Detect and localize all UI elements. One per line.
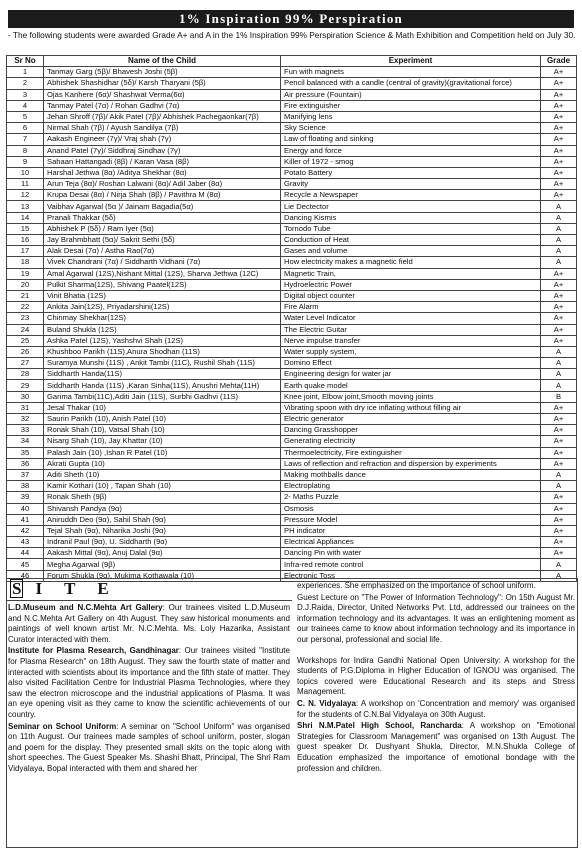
grade-cell: A: [541, 257, 577, 268]
child-name-cell: Harshal Jethwa (8α) /Aditya Shekhar (8α): [44, 167, 281, 178]
experiment-cell: Dancing Pin with water: [281, 548, 541, 559]
experiment-cell: Nerve impulse transfer: [281, 335, 541, 346]
child-name-cell: Jesal Thakar (10): [44, 402, 281, 413]
experiment-cell: Tornodo Tube: [281, 223, 541, 234]
child-name-cell: Abhishek P (5δ) / Ram Iyer (5α): [44, 223, 281, 234]
sr-no-cell: 20: [7, 279, 44, 290]
sr-no-cell: 45: [7, 559, 44, 570]
child-name-cell: Tanmay Garg (5β)/ Bhavesh Joshi (5β): [44, 67, 281, 78]
child-name-cell: Khushboo Parikh (11S),Anura Shodhan (11S): [44, 346, 281, 357]
paragraph-text: : Our trainees visited L.D.Museum and N.C.Mehta Art Gallery on 4th August. They saw historical monuments and paintings of well known artist Mr. N.C.Mehta. Ms. Loly Hazarika, Assistant Curator interacted with them.: [8, 603, 291, 644]
grade-cell: A+: [541, 179, 577, 190]
site-left-paragraphs: [8, 603, 290, 775]
grade-cell: A: [541, 469, 577, 480]
site-heading: [6, 579, 292, 601]
child-name-cell: Tanmay Patel (7α) / Rohan Gadhvi (7α): [44, 100, 281, 111]
sr-no-cell: 31: [7, 402, 44, 413]
experiment-cell: Osmosis: [281, 503, 541, 514]
child-name-cell: Kamir Kothari (10) , Tapan Shah (10): [44, 481, 281, 492]
experiment-cell: Dancing Kismis: [281, 212, 541, 223]
grade-cell: A+: [541, 89, 577, 100]
experiment-cell: PH indicator: [281, 525, 541, 536]
table-row: [7, 503, 577, 514]
grade-cell: A: [541, 235, 577, 246]
experiment-cell: The Electric Guitar: [281, 324, 541, 335]
child-name-cell: Amal Agarwal (12S),Nishant Mittal (12S), Sharva Jethwa (12C): [44, 268, 281, 279]
sr-no-cell: 38: [7, 481, 44, 492]
experiment-cell: Fire Alarm: [281, 302, 541, 313]
sr-no-cell: 24: [7, 324, 44, 335]
child-name-cell: Vinit Bhatia (12S): [44, 290, 281, 301]
table-row: [7, 525, 577, 536]
sr-no-cell: 37: [7, 469, 44, 480]
grade-cell: A: [541, 212, 577, 223]
experiment-cell: Energy and force: [281, 145, 541, 156]
sr-no-cell: 6: [7, 123, 44, 134]
site-paragraph: [8, 722, 290, 775]
experiment-cell: Water Level Indicator: [281, 313, 541, 324]
experiment-cell: Manifying lens: [281, 111, 541, 122]
table-row: [7, 212, 577, 223]
child-name-cell: Pranali Thakkar (5δ): [44, 212, 281, 223]
paragraph-text: : Our trainees visited "Institute for Plasma Research" on 18th August. They saw the fourth state of matter and interacted with scientists about its importance and the fifth state of matter. They also visited Facilitation Centre for Industrial Plasma Technologies, where they saw the electron microscope and the industrial applications of Plasma. It was an eye opening visit as they came to know the scientific achievements of our country.: [8, 646, 290, 719]
site-paragraph: [297, 699, 575, 720]
paragraph-text: : A workshop on "Emotional Strategies for Classroom Management" was organised on 13th August. The guest speaker Dr. Dushyant Shukla, Director, M.N.Shukla College of Education emphasized the importance of emotional bondage with the profession and children.: [297, 721, 575, 773]
site-right-paragraphs: [297, 581, 575, 774]
grade-cell: A+: [541, 67, 577, 78]
sr-no-cell: 26: [7, 346, 44, 357]
child-name-cell: Alak Desai (7α) / Astha Rao(7α): [44, 246, 281, 257]
child-name-cell: Arun Teja (8α)/ Roshan Lalwani (8α)/ Adil Jaber (8α): [44, 179, 281, 190]
table-row: [7, 447, 577, 458]
site-right-column: [297, 581, 575, 775]
experiment-cell: Killer of 1972 - smog: [281, 156, 541, 167]
sr-no-cell: 29: [7, 380, 44, 391]
child-name-cell: Aniruddh Deo (9α), Sahil Shah (9α): [44, 514, 281, 525]
experiment-cell: Thermoelectricity, Fire extinguisher: [281, 447, 541, 458]
child-name-cell: Vaibhav Agarwal (5α )/ Jainam Bagadia(5α): [44, 201, 281, 212]
child-name-cell: Aakash Engineer (7γ)/ Vraj shah (7γ): [44, 134, 281, 145]
table-row: [7, 324, 577, 335]
sr-no-cell: 40: [7, 503, 44, 514]
table-row: [7, 246, 577, 257]
sr-no-cell: 15: [7, 223, 44, 234]
page-title: 1% Inspiration 99% Perspiration: [8, 10, 574, 28]
paragraph-text: Guest Lecture on "The Power of Information Technology": On 15th August Mr. D.J.Raida, Director, United Networks Pvt. Ltd, addressed our trainees on the information technology and its advantages. It was an enlightening moment as our trainees came to know about information technology and its importance in our personal, professional and social life.: [297, 592, 575, 644]
grade-cell: A+: [541, 335, 577, 346]
table-row: [7, 358, 577, 369]
grade-cell: A+: [541, 492, 577, 503]
sr-no-cell: 8: [7, 145, 44, 156]
table-row: [7, 402, 577, 413]
table-row: [7, 380, 577, 391]
child-name-cell: Vivek Chandrani (7α) / Siddharth Vidhani (7α): [44, 257, 281, 268]
grade-cell: A+: [541, 402, 577, 413]
child-name-cell: Tejal Shah (9α), Niharika Joshi (9α): [44, 525, 281, 536]
sr-no-cell: 32: [7, 414, 44, 425]
table-row: [7, 123, 577, 134]
experiment-cell: Sky Science: [281, 123, 541, 134]
experiment-cell: Making mothballs dance: [281, 469, 541, 480]
site-heading-rest: ITE: [35, 579, 131, 598]
child-name-cell: Ankita Jain(12S), Priyadarshini(12S): [44, 302, 281, 313]
table-row: [7, 179, 577, 190]
grade-cell: A+: [541, 458, 577, 469]
sr-no-cell: 19: [7, 268, 44, 279]
sr-no-cell: 41: [7, 514, 44, 525]
sr-no-cell: 36: [7, 458, 44, 469]
sr-no-cell: 23: [7, 313, 44, 324]
child-name-cell: Shivansh Pandya (9α): [44, 503, 281, 514]
sr-no-cell: 43: [7, 537, 44, 548]
table-row: [7, 492, 577, 503]
grade-cell: A+: [541, 537, 577, 548]
table-row: [7, 458, 577, 469]
grade-cell: A+: [541, 436, 577, 447]
sr-no-cell: 35: [7, 447, 44, 458]
child-name-cell: Suramya Munshi (11S) , Ankit Tambi (11C), Rushil Shah (11S): [44, 358, 281, 369]
table-row: [7, 145, 577, 156]
table-row: [7, 469, 577, 480]
header-experiment: Experiment: [281, 56, 541, 67]
experiment-cell: Generating electricity: [281, 436, 541, 447]
grade-cell: A+: [541, 167, 577, 178]
grade-cell: A+: [541, 313, 577, 324]
table-row: [7, 156, 577, 167]
child-name-cell: Nisarg Shah (10), Jay Khattar (10): [44, 436, 281, 447]
grade-cell: A: [541, 346, 577, 357]
experiment-cell: Law of floating and sinking: [281, 134, 541, 145]
experiment-cell: Potato Battery: [281, 167, 541, 178]
grade-cell: A+: [541, 134, 577, 145]
experiment-cell: Gases and volume: [281, 246, 541, 257]
experiment-cell: Electroplating: [281, 481, 541, 492]
table-row: [7, 346, 577, 357]
grade-cell: A: [541, 246, 577, 257]
sr-no-cell: 7: [7, 134, 44, 145]
sr-no-cell: 42: [7, 525, 44, 536]
sr-no-cell: 17: [7, 246, 44, 257]
child-name-cell: Forum Shukla (9α), Mukima Kothawala (10): [44, 570, 281, 581]
experiment-cell: Fun with magnets: [281, 67, 541, 78]
table-row: [7, 201, 577, 212]
child-name-cell: Saurin Parikh (10), Anish Patel (10): [44, 414, 281, 425]
child-name-cell: Sahaan Hattangadi (8β) / Karan Vasa (8β): [44, 156, 281, 167]
table-row: [7, 548, 577, 559]
table-row: [7, 313, 577, 324]
child-name-cell: Abhishek Shashidhar (5δ)/ Karsh Tharyani (5β): [44, 78, 281, 89]
child-name-cell: Krupa Desai (8α) / Nirja Shah (8β) / Pavithra M (8α): [44, 190, 281, 201]
table-row: [7, 391, 577, 402]
sr-no-cell: 22: [7, 302, 44, 313]
grade-cell: A+: [541, 414, 577, 425]
grade-cell: A: [541, 223, 577, 234]
experiment-cell: How electricity makes a magnetic field: [281, 257, 541, 268]
sr-no-cell: 14: [7, 212, 44, 223]
table-row: [7, 369, 577, 380]
child-name-cell: Nirmal Shah (7β) / Ayush Sandilya (7β): [44, 123, 281, 134]
experiment-cell: Water supply system,: [281, 346, 541, 357]
grade-cell: A+: [541, 156, 577, 167]
grade-cell: A: [541, 559, 577, 570]
sr-no-cell: 5: [7, 111, 44, 122]
sr-no-cell: 18: [7, 257, 44, 268]
site-paragraph: [297, 656, 575, 698]
grade-cell: A: [541, 570, 577, 581]
grade-cell: A+: [541, 525, 577, 536]
experiment-cell: 2- Maths Puzzle: [281, 492, 541, 503]
paragraph-text: Workshops for Indira Gandhi National Open University: A workshop for the students of P.G.Diploma in Higher Education of IGNOU was organised. The topics covered were Educational Research and its steps and Stress Management.: [297, 655, 575, 697]
grade-cell: A: [541, 358, 577, 369]
child-name-cell: Ronak Shah (10), Vatsal Shah (10): [44, 425, 281, 436]
child-name-cell: Aditi Sheth (10): [44, 469, 281, 480]
paragraph-text: : A seminar on "School Uniform" was organised on 11th August. Our trainees made samples of school uniform, poster, slogan and poem for the display. They presented small skits on the topic along with short speeches. The Guest Speaker Ms. Shashi Bhatt, Principal, The Shri Ram Vidyalaya, Bopal interacted with them and shared her: [8, 721, 291, 773]
site-paragraph: [297, 581, 575, 592]
grade-cell: A+: [541, 447, 577, 458]
paragraph-heading: Seminar on School Uniform: [8, 721, 117, 731]
table-row: [7, 111, 577, 122]
child-name-cell: Ronak Sheth (9β): [44, 492, 281, 503]
table-row: [7, 190, 577, 201]
sr-no-cell: 10: [7, 167, 44, 178]
sr-no-cell: 39: [7, 492, 44, 503]
grade-cell: A+: [541, 111, 577, 122]
paragraph-heading: Institute for Plasma Research, Gandhinagar: [8, 646, 179, 656]
table-row: [7, 414, 577, 425]
child-name-cell: Garima Tambi(11C),Aditi Jain (11S), Surbhi Gadhvi (11S): [44, 391, 281, 402]
sr-no-cell: 4: [7, 100, 44, 111]
grade-cell: A+: [541, 302, 577, 313]
site-paragraph: [297, 721, 575, 774]
sr-no-cell: 2: [7, 78, 44, 89]
experiment-cell: Hydroelectric Power: [281, 279, 541, 290]
table-row: [7, 235, 577, 246]
child-name-cell: Anand Patel (7γ)/ Siddhraj Sindhav (7γ): [44, 145, 281, 156]
grade-cell: A: [541, 369, 577, 380]
child-name-cell: Jehan Shroff (7β)/ Akik Patel (7β)/ Abhishek Pachegaonkar(7β): [44, 111, 281, 122]
sr-no-cell: 30: [7, 391, 44, 402]
sr-no-cell: 33: [7, 425, 44, 436]
child-name-cell: Siddharth Handa (11S) ,Karan Sinha(11S), Anushri Mehta(11H): [44, 380, 281, 391]
child-name-cell: Palash Jain (10) ,Ishan R Patel (10): [44, 447, 281, 458]
sr-no-cell: 13: [7, 201, 44, 212]
table-row: [7, 335, 577, 346]
paragraph-text: experiences. She emphasized on the importance of school uniform.: [297, 581, 536, 590]
experiment-cell: Dancing Grasshopper: [281, 425, 541, 436]
table-row: [7, 167, 577, 178]
experiment-cell: Electric generator: [281, 414, 541, 425]
experiment-cell: Conduction of Heat: [281, 235, 541, 246]
grade-cell: A+: [541, 145, 577, 156]
sr-no-cell: 25: [7, 335, 44, 346]
grade-cell: A+: [541, 268, 577, 279]
experiment-cell: Knee joint, Elbow joint,Smooth moving joints: [281, 391, 541, 402]
table-row: [7, 67, 577, 78]
table-row: [7, 78, 577, 89]
table-row: [7, 481, 577, 492]
sr-no-cell: 27: [7, 358, 44, 369]
table-row: [7, 223, 577, 234]
grade-cell: A+: [541, 190, 577, 201]
experiment-cell: Fire extinguisher: [281, 100, 541, 111]
grade-cell: A+: [541, 123, 577, 134]
table-row: [7, 257, 577, 268]
results-body: [7, 67, 577, 582]
experiment-cell: Pressure Model: [281, 514, 541, 525]
sr-no-cell: 34: [7, 436, 44, 447]
child-name-cell: Siddharth Handa(11S): [44, 369, 281, 380]
grade-cell: A+: [541, 425, 577, 436]
table-row: [7, 537, 577, 548]
experiment-cell: Vibrating spoon with dry ice inflating without filling air: [281, 402, 541, 413]
child-name-cell: Indranil Paul (9α), U. Siddharth (9α): [44, 537, 281, 548]
paragraph-heading: Shri N.M.Patel High School, Rancharda: [297, 721, 462, 731]
sr-no-cell: 1: [7, 67, 44, 78]
intro-text: - The following students were awarded Grade A+ and A in the 1% Inspiration 99% Perspiration Science & Math Exhibition and Competition held on July 30.: [8, 30, 576, 40]
grade-cell: A+: [541, 78, 577, 89]
child-name-cell: Jay Brahmbhatt (5α)/ Sakrit Sethi (5δ): [44, 235, 281, 246]
table-row: [7, 514, 577, 525]
header-grade: Grade: [541, 56, 577, 67]
experiment-cell: Lie Dectector: [281, 201, 541, 212]
sr-no-cell: 12: [7, 190, 44, 201]
site-paragraph: [8, 603, 290, 645]
child-name-cell: Buland Shukla (12S): [44, 324, 281, 335]
child-name-cell: Megha Agarwal (9β): [44, 559, 281, 570]
experiment-cell: Electronic Toss: [281, 570, 541, 581]
child-name-cell: Ashka Patel (12S), Yashshvi Shah (12S): [44, 335, 281, 346]
experiment-cell: Pencil balanced with a candle (central of gravity)(gravitational force): [281, 78, 541, 89]
table-row: [7, 134, 577, 145]
grade-cell: A+: [541, 290, 577, 301]
header-name: Name of the Child: [44, 56, 281, 67]
grade-cell: A+: [541, 324, 577, 335]
experiment-cell: Recycle a Newspaper: [281, 190, 541, 201]
experiment-cell: Laws of reflection and refraction and dispersion by experiments: [281, 458, 541, 469]
experiment-cell: Magnetic Train,: [281, 268, 541, 279]
table-row: [7, 302, 577, 313]
experiment-cell: Domino Effect: [281, 358, 541, 369]
paragraph-heading: C. N. Vidyalaya: [297, 698, 356, 708]
table-row: [7, 268, 577, 279]
child-name-cell: Pulkit Sharma(12S), Shivang Paatel(12S): [44, 279, 281, 290]
experiment-cell: Infra-red remote control: [281, 559, 541, 570]
paragraph-heading: L.D.Museum and N.C.Mehta Art Gallery: [8, 603, 163, 612]
table-row: [7, 436, 577, 447]
sr-no-cell: 28: [7, 369, 44, 380]
site-heading-initial: S: [12, 579, 22, 598]
experiment-cell: Engineering design for water jar: [281, 369, 541, 380]
sr-no-cell: 3: [7, 89, 44, 100]
table-row: [7, 100, 577, 111]
grade-cell: A+: [541, 514, 577, 525]
header-sr-no: Sr No: [7, 56, 44, 67]
grade-cell: A+: [541, 503, 577, 514]
grade-cell: A: [541, 380, 577, 391]
table-header-row: [7, 56, 577, 67]
child-name-cell: Akrati Gupta (10): [44, 458, 281, 469]
grade-cell: A+: [541, 100, 577, 111]
paragraph-text: : A workshop on 'Concentration and memory' was organised for the students of C.N.Bal Vidyalaya on 30th August.: [297, 698, 576, 719]
grade-cell: A: [541, 201, 577, 212]
grade-cell: B: [541, 391, 577, 402]
site-left-column: [8, 579, 290, 776]
experiment-cell: Digital object counter: [281, 290, 541, 301]
table-row: [7, 425, 577, 436]
sr-no-cell: 9: [7, 156, 44, 167]
grade-cell: A+: [541, 548, 577, 559]
results-table: [6, 55, 577, 582]
experiment-cell: Earth quake model: [281, 380, 541, 391]
table-row: [7, 279, 577, 290]
sr-no-cell: 46: [7, 570, 44, 581]
sr-no-cell: 21: [7, 290, 44, 301]
sr-no-cell: 11: [7, 179, 44, 190]
child-name-cell: Aakash Mittal (9α), Anuj Dalal (9α): [44, 548, 281, 559]
experiment-cell: Electrical Appliances: [281, 537, 541, 548]
table-row: [7, 290, 577, 301]
child-name-cell: Ojas Kanhere (6α)/ Shashwat Verma(6α): [44, 89, 281, 100]
site-paragraph: [297, 593, 575, 646]
grade-cell: A+: [541, 279, 577, 290]
table-row: [7, 559, 577, 570]
sr-no-cell: 44: [7, 548, 44, 559]
experiment-cell: Gravity: [281, 179, 541, 190]
grade-cell: A: [541, 481, 577, 492]
site-paragraph: [8, 646, 290, 720]
child-name-cell: Chinmay Shekhar(12S): [44, 313, 281, 324]
table-row: [7, 89, 577, 100]
experiment-cell: Air pressure (Fountain): [281, 89, 541, 100]
sr-no-cell: 16: [7, 235, 44, 246]
